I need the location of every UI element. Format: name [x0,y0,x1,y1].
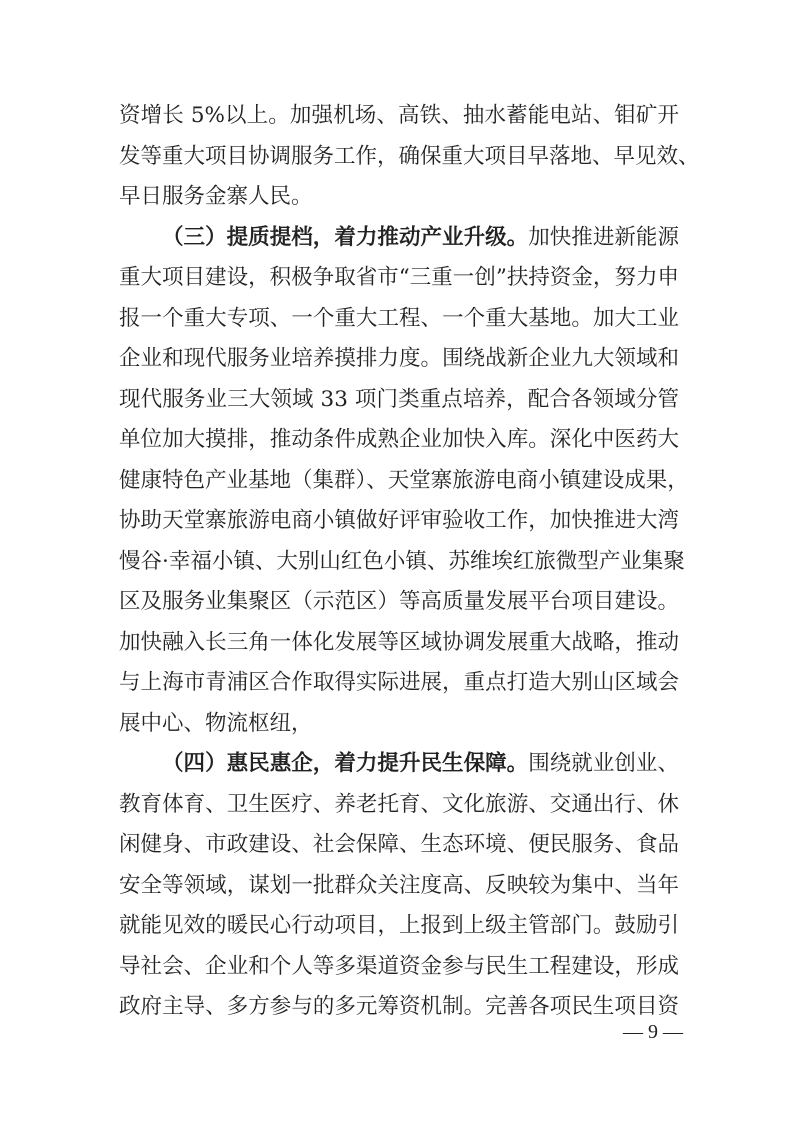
section-4-first-line [119,744,679,785]
text-line: 现代服务业三大领域 33 项门类重点培养，配合各领域分管 [119,386,679,412]
section-4-text: 围绕就业创业、 [528,751,679,776]
text-line: 展中心、物流枢纽， [119,710,313,736]
section-3-text: 加快推进新能源 [528,224,679,250]
text-line: 早日服务金寨人民。 [119,184,313,209]
text-line: 教育体育、卫生医疗、养老托育、文化旅游、交通出行、休 [119,791,679,817]
text-line: 健康特色产业基地（集群）、天堂寨旅游电商小镇建设成果， [119,467,689,493]
section-3-heading: （三）提质提档，着力推动产业升级。 [162,224,529,250]
text-line: 慢谷·幸福小镇、大别山红色小镇、苏维埃红旅微型产业集聚 [119,548,685,574]
text-line: 重大项目建设，积极争取省市“三重一创”扶持资金，努力申 [119,265,679,290]
text-line: 闲健身、市政建设、社会保障、生态环境、便民服务、食品 [119,832,679,857]
page-number: — 9 — [623,1021,683,1043]
text-line: 协助天堂寨旅游电商小镇做好评审验收工作，加快推进大湾 [119,508,679,533]
text-line: 加快融入长三角一体化发展等区域协调发展重大战略，推动 [119,629,679,655]
text-line: 企业和现代服务业培养摸排力度。围绕战新企业九大领域和 [119,346,679,371]
section-4-heading: （四）惠民惠企，着力提升民生保障。 [162,751,529,776]
document-body [119,96,700,1028]
text-line: 报一个重大专项、一个重大工程、一个重大基地。加大工业 [119,305,679,331]
text-line: 安全等领域，谋划一批群众关注度高、反映较为集中、当年 [119,872,679,898]
text-line: 导社会、企业和个人等多渠道资金参与民生工程建设，形成 [119,953,679,979]
text-line: 发等重大项目协调服务工作，确保重大项目早落地、早见效、 [119,143,700,169]
text-line: 政府主导、多方参与的多元筹资机制。完善各项民生项目资 [119,994,679,1019]
text-line: 资增长 5%以上。加强机场、高铁、抽水蓄能电站、钼矿开 [119,103,679,128]
text-line: 区及服务业集聚区（示范区）等高质量发展平台项目建设。 [119,589,679,614]
text-line: 与上海市青浦区合作取得实际进展，重点打造大别山区域会 [119,670,679,695]
text-line: 单位加大摸排，推动条件成熟企业加快入库。深化中医药大 [119,427,679,452]
text-line: 就能见效的暖民心行动项目，上报到上级主管部门。鼓励引 [119,913,679,938]
section-3-first-line [119,218,679,259]
